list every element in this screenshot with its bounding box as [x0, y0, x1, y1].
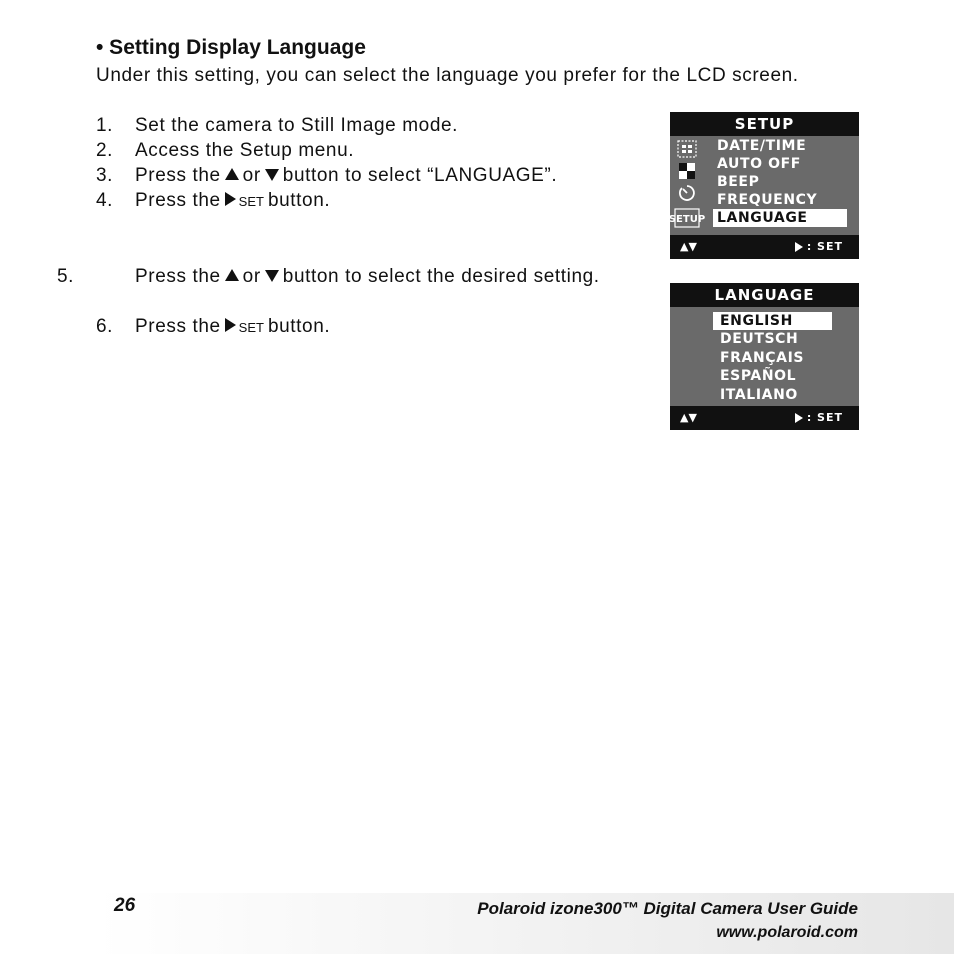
- set-label: SET: [238, 320, 264, 335]
- step-text-post: button to select “LANGUAGE”.: [282, 165, 558, 186]
- setup-screen: [670, 112, 859, 259]
- step-1: [96, 113, 458, 138]
- step-6: [96, 314, 330, 340]
- step-number: 5.: [57, 266, 75, 287]
- step-number: 1.: [96, 115, 114, 136]
- step-text-post: button.: [267, 316, 331, 337]
- step-number: 3.: [96, 165, 114, 186]
- right-arrow-icon: [225, 192, 236, 206]
- setup-item-date-time[interactable]: DATE/TIME: [717, 138, 807, 154]
- step-text-post: button to select the desired setting.: [282, 266, 600, 287]
- step-number: 6.: [96, 316, 114, 337]
- svg-text:SETUP: SETUP: [668, 214, 706, 225]
- down-arrow-icon: [265, 270, 279, 282]
- step-text-post: button.: [267, 190, 331, 211]
- up-arrow-icon: [225, 168, 239, 180]
- step-number: 2.: [96, 140, 114, 161]
- setup-screen-footer: [670, 235, 859, 259]
- language-item-deutsch[interactable]: DEUTSCH: [720, 331, 799, 347]
- guide-title: Polaroid izone300™ Digital Camera User Guide: [477, 899, 858, 918]
- language-screen: [670, 283, 859, 430]
- language-item-italiano[interactable]: ITALIANO: [720, 387, 798, 403]
- setup-item-beep[interactable]: BEEP: [717, 174, 760, 190]
- right-arrow-icon: [795, 413, 803, 423]
- right-arrow-icon: [225, 318, 236, 332]
- right-arrow-icon: [795, 242, 803, 252]
- step-3: [96, 163, 557, 188]
- set-hint: [795, 240, 843, 253]
- date-time-icon: [676, 139, 698, 159]
- step-text-pre: Press the: [135, 190, 221, 211]
- step-text-pre: Press the: [135, 165, 221, 186]
- step-2: [96, 138, 354, 163]
- intro-paragraph: Under this setting, you can select the language you prefer for the LCD screen.: [96, 65, 799, 86]
- setup-item-auto-off[interactable]: AUTO OFF: [717, 156, 801, 172]
- step-text: Access the Setup menu.: [135, 140, 355, 161]
- step-text-pre: Press the: [135, 316, 221, 337]
- contrast-icon: [676, 161, 698, 181]
- set-label: SET: [238, 194, 264, 209]
- step-text: Set the camera to Still Image mode.: [135, 115, 459, 136]
- nav-arrows: ▲▼: [680, 411, 697, 424]
- page-number: 26: [114, 895, 136, 916]
- step-text-mid: or: [242, 165, 261, 186]
- setup-item-language[interactable]: LANGUAGE: [713, 209, 847, 227]
- setup-item-frequency[interactable]: FREQUENCY: [717, 192, 818, 208]
- step-text-pre: Press the: [135, 266, 221, 287]
- step-number: 4.: [96, 190, 114, 211]
- set-hint-label: : SET: [806, 240, 843, 253]
- set-hint: [795, 411, 843, 424]
- language-item-francais[interactable]: FRANÇAIS: [720, 350, 805, 366]
- setup-screen-title: SETUP: [670, 112, 859, 136]
- set-hint-label: : SET: [806, 411, 843, 424]
- nav-arrows: ▲▼: [680, 240, 697, 253]
- setup-icon: [668, 208, 706, 228]
- language-item-english[interactable]: ENGLISH: [713, 312, 832, 330]
- language-item-espanol[interactable]: ESPAÑOL: [720, 368, 797, 384]
- timer-icon: [676, 183, 698, 203]
- step-4: [96, 188, 330, 214]
- up-arrow-icon: [225, 269, 239, 281]
- section-heading: • Setting Display Language: [96, 36, 366, 59]
- website-url[interactable]: www.polaroid.com: [716, 924, 858, 941]
- step-text-mid: or: [242, 266, 261, 287]
- step-5: [57, 264, 675, 289]
- language-screen-title: LANGUAGE: [670, 283, 859, 307]
- language-screen-footer: [670, 406, 859, 430]
- down-arrow-icon: [265, 169, 279, 181]
